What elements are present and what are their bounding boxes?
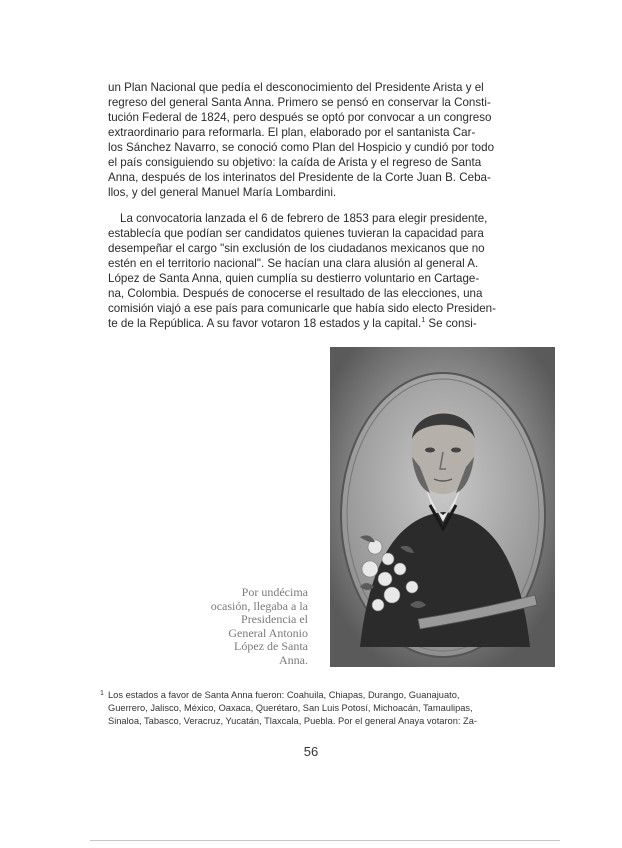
footnote-line: Guerrero, Jalisco, México, Oaxaca, Querétaro, San Luis Potosí, Michoacán, Tamaulipas,: [108, 703, 473, 713]
caption-line: López de Santa: [234, 639, 308, 654]
text-line: na, Colombia. Después de conocerse el resultado de las elecciones, una: [108, 287, 483, 300]
footnote: [100, 689, 560, 728]
page-number: 56: [303, 744, 319, 759]
portrait-santa-anna: [330, 347, 555, 667]
portrait-engraving: [330, 347, 555, 667]
paragraph-plan-del-hospicio: [108, 80, 558, 200]
caption-line: Por undécima: [241, 585, 308, 599]
text-line: establecía que podían ser candidatos quienes tuvieran la capacidad para: [108, 227, 484, 240]
text-line: desempeñar el cargo "sin exclusión de los ciudadanos mexicanos que no: [108, 242, 485, 255]
footnote-line: Sinaloa, Tabasco, Veracruz, Yucatán, Tlaxcala, Puebla. Por el general Anaya votaron: Za-: [108, 716, 478, 726]
text-line: La convocatoria lanzada el 6 de febrero de 1853 para elegir presidente,: [120, 212, 488, 225]
text-fragment: Se consi-: [425, 317, 477, 330]
portrait-caption: [196, 586, 308, 668]
caption-line: General Antonio: [228, 625, 308, 640]
footnote-reference: 1: [421, 317, 426, 325]
text-line: un Plan Nacional que pedía el desconocimiento del Presidente Arista y el: [108, 81, 484, 94]
footnote-line: Los estados a favor de Santa Anna fueron: Coahuila, Chiapas, Durango, Guanajuato,: [108, 690, 460, 700]
paragraph-convocatoria: [108, 211, 558, 331]
text-line: [108, 316, 558, 331]
text-line: Anna, después de los interinatos del Presidente de la Corte Juan B. Ceba-: [108, 171, 491, 184]
caption-line: Anna.: [279, 652, 308, 667]
text-fragment: te de la República. A su favor votaron 18 estados y la capital.: [108, 317, 422, 330]
text-line: tución Federal de 1824, pero después se optó por convocar a un congreso: [108, 111, 492, 124]
caption-line: ocasión, llegaba a la: [210, 598, 308, 613]
page-bottom-edge: [90, 840, 560, 841]
text-line: los Sánchez Navarro, se conoció como Plan del Hospicio y cundió por todo: [108, 141, 495, 154]
text-line: estén en el territorio nacional". Se hacían una clara alusión al general A.: [108, 257, 479, 270]
text-line: comisión viajó a ese país para comunicarle que había sido electo Presiden-: [108, 302, 496, 315]
footnote-mark: 1: [100, 690, 104, 697]
text-line: regreso del general Santa Anna. Primero se pensó en conservar la Consti-: [108, 96, 491, 109]
text-line: López de Santa Anna, quien cumplía su destierro voluntario en Cartage-: [108, 272, 480, 285]
text-line: el país consiguiendo su objetivo: la caída de Arista y el regreso de Santa: [108, 156, 482, 169]
text-line: extraordinario para reformarla. El plan, elaborado por el santanista Car-: [108, 126, 476, 139]
caption-line: Presidencia el: [241, 612, 308, 627]
text-line: llos, y del general Manuel María Lombardini.: [108, 186, 337, 199]
